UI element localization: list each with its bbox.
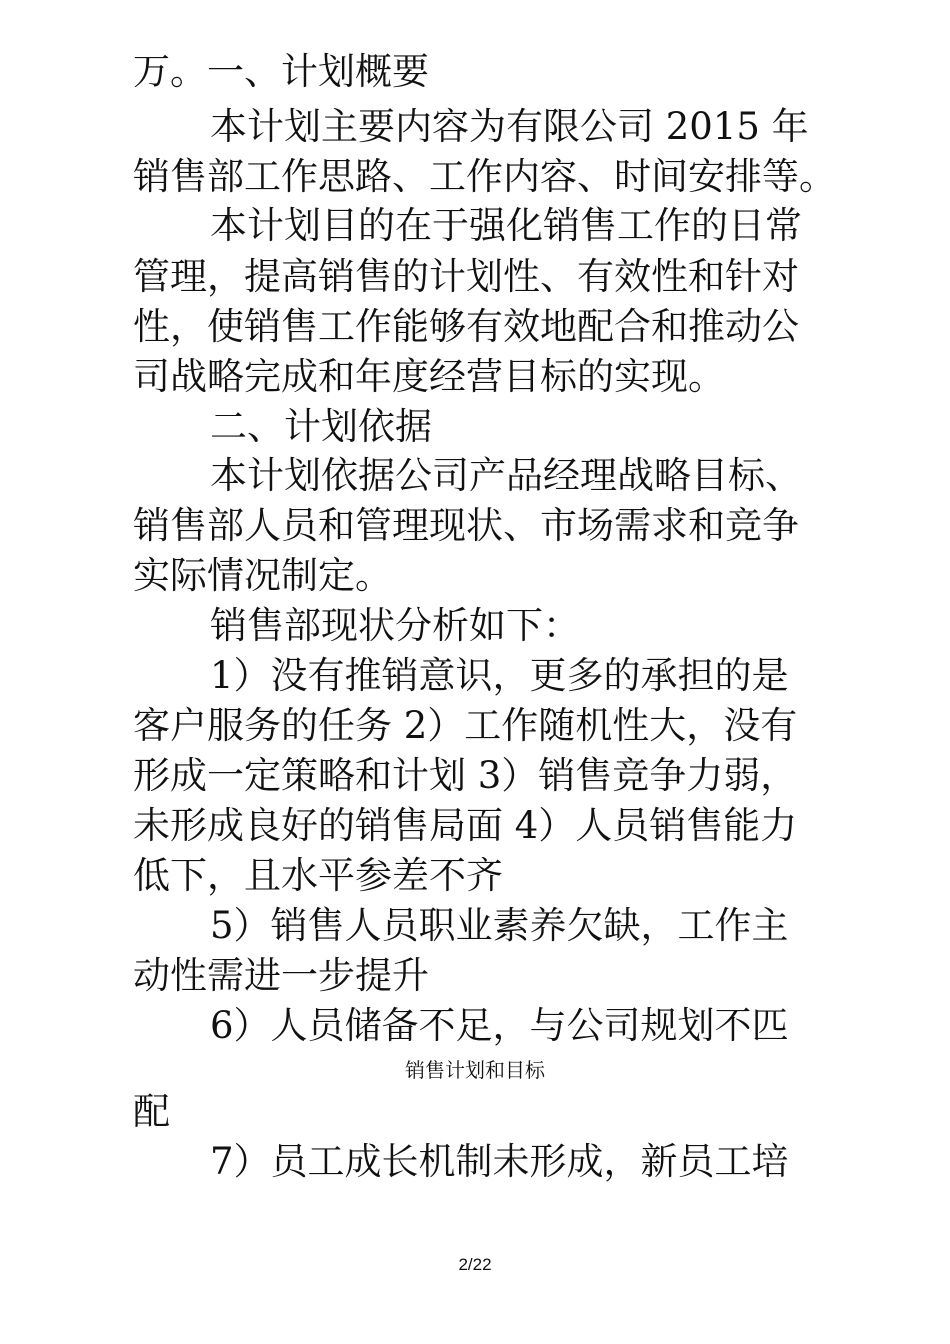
text-line: 万。一、计划概要 — [133, 50, 429, 93]
text-line: 未形成良好的销售局面 4）人员销售能力 — [133, 804, 798, 847]
text-line: 5）销售人员职业素养欠缺，工作主 — [210, 904, 789, 947]
text-line: 本计划依据公司产品经理战略目标、 — [210, 454, 802, 497]
text-line: 销售部现状分析如下： — [210, 604, 580, 647]
text-line: 配 — [133, 1090, 170, 1133]
text-line: 实际情况制定。 — [133, 554, 392, 597]
text-line: 销售部工作思路、工作内容、时间安排等。 — [133, 155, 836, 198]
section-heading: 二、计划依据 — [210, 405, 432, 448]
text-line: 销售部人员和管理现状、市场需求和竞争 — [133, 504, 799, 547]
text-line: 司战略完成和年度经营目标的实现。 — [133, 355, 725, 398]
text-line: 性，使销售工作能够有效地配合和推动公 — [133, 305, 799, 348]
page-number: 2/22 — [458, 1255, 492, 1274]
text-line: 1）没有推销意识，更多的承担的是 — [210, 654, 789, 697]
text-line: 客户服务的任务 2）工作随机性大，没有 — [133, 704, 798, 747]
text-line: 低下，且水平参差不齐 — [133, 854, 503, 897]
running-footer: 销售计划和目标 — [405, 1058, 545, 1082]
text-line: 6）人员储备不足，与公司规划不匹 — [210, 1004, 789, 1047]
text-line: 本计划主要内容为有限公司 2015 年 — [210, 105, 809, 148]
text-line: 7）员工成长机制未形成，新员工培 — [210, 1140, 789, 1183]
text-line: 管理，提高销售的计划性、有效性和针对 — [133, 255, 799, 298]
text-line: 本计划目的在于强化销售工作的日常 — [210, 204, 802, 247]
text-line: 形成一定策略和计划 3）销售竞争力弱， — [133, 754, 798, 797]
text-line: 动性需进一步提升 — [133, 954, 429, 997]
